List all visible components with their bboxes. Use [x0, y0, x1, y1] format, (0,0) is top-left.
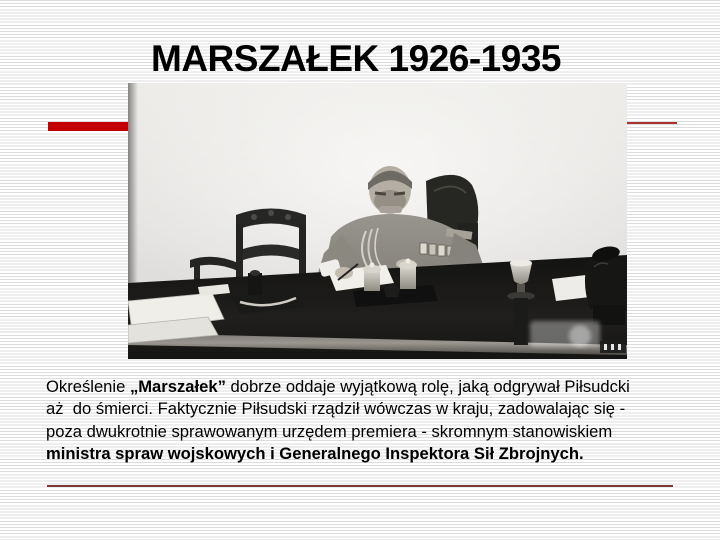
writing-hand [335, 267, 353, 279]
body-line-1-bold: „Marszałek” [129, 377, 226, 396]
body-line-3: poza dwukrotnie sprawowanym urzędem premiera - skromnym stanowiskiem [46, 421, 613, 441]
body-line-1-pre: Określenie [46, 377, 130, 396]
desk-stamp [248, 270, 262, 295]
body-line-1-post: dobrze oddaje wyjątkową rolę, jaką odgrywał Piłsudcki [225, 377, 630, 396]
red-accent-line [627, 122, 677, 124]
body-paragraph [46, 376, 696, 466]
bottom-rule [47, 485, 673, 487]
papers-left [128, 293, 224, 343]
body-line-4-bold: ministra spraw wojskowych i Generalnego Inspektora Sił Zbrojnych. [46, 444, 584, 464]
photo-pilsudski-at-desk [128, 83, 627, 359]
slide-title: MARSZAŁEK 1926-1935 [151, 38, 561, 79]
mustache [379, 206, 402, 213]
red-accent-bar [48, 122, 128, 131]
body-line-2: aż do śmierci. Faktycznie Piłsudski rządził wówczas w kraju, zadowalając się - [46, 399, 626, 419]
body-line-1 [46, 376, 696, 398]
white-paper-box [552, 275, 590, 301]
photo-scene [128, 83, 627, 359]
body-line-4 [46, 443, 696, 465]
